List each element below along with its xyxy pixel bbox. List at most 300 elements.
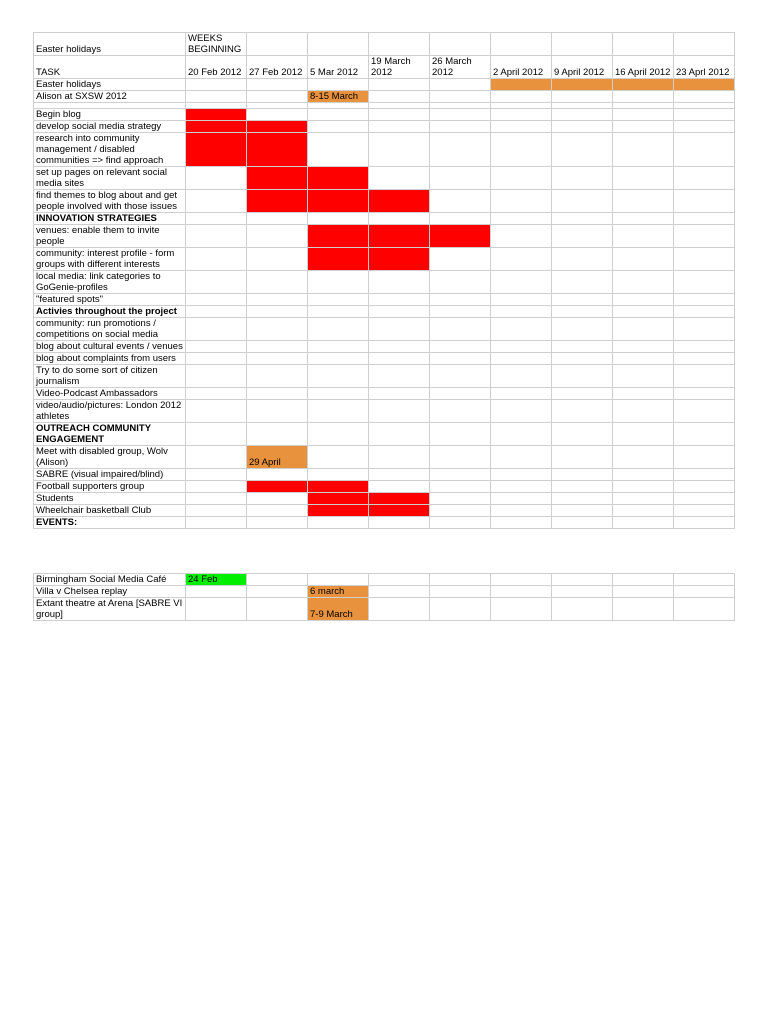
week-cell[interactable] bbox=[430, 248, 491, 271]
task-cell[interactable]: blog about complaints from users bbox=[34, 353, 186, 365]
bar-cell-red[interactable] bbox=[247, 121, 308, 133]
week-cell[interactable] bbox=[247, 248, 308, 271]
task-cell[interactable]: Video-Podcast Ambassadors bbox=[34, 388, 186, 400]
week-cell[interactable] bbox=[674, 353, 735, 365]
week-cell[interactable] bbox=[247, 493, 308, 505]
week-cell[interactable] bbox=[186, 91, 247, 103]
week-cell[interactable] bbox=[491, 121, 552, 133]
week-cell[interactable] bbox=[308, 306, 369, 318]
week-header[interactable]: 26 March 2012 bbox=[430, 56, 491, 79]
week-cell[interactable] bbox=[491, 481, 552, 493]
week-header[interactable]: 27 Feb 2012 bbox=[247, 56, 308, 79]
week-cell[interactable] bbox=[430, 213, 491, 225]
task-cell[interactable]: EVENTS: bbox=[34, 517, 186, 529]
week-cell[interactable] bbox=[613, 574, 674, 586]
week-cell[interactable] bbox=[430, 318, 491, 341]
week-cell[interactable] bbox=[674, 167, 735, 190]
week-cell[interactable] bbox=[186, 598, 247, 621]
bar-cell-red[interactable] bbox=[369, 505, 430, 517]
week-cell[interactable] bbox=[674, 306, 735, 318]
week-cell[interactable] bbox=[613, 306, 674, 318]
week-cell[interactable] bbox=[186, 294, 247, 306]
bar-cell-red[interactable] bbox=[369, 190, 430, 213]
week-cell[interactable] bbox=[369, 517, 430, 529]
week-cell[interactable] bbox=[674, 469, 735, 481]
week-cell[interactable] bbox=[552, 481, 613, 493]
bar-cell-red[interactable] bbox=[308, 505, 369, 517]
task-cell[interactable]: Try to do some sort of citizen journalism bbox=[34, 365, 186, 388]
week-cell[interactable] bbox=[430, 271, 491, 294]
week-cell[interactable] bbox=[186, 446, 247, 469]
week-cell[interactable] bbox=[552, 133, 613, 167]
week-cell[interactable] bbox=[613, 271, 674, 294]
header-weeks-beginning[interactable]: WEEKS BEGINNING bbox=[186, 33, 247, 56]
week-cell[interactable] bbox=[430, 493, 491, 505]
task-cell[interactable]: INNOVATION STRATEGIES bbox=[34, 213, 186, 225]
week-cell[interactable] bbox=[491, 469, 552, 481]
week-cell[interactable] bbox=[247, 79, 308, 91]
week-cell[interactable] bbox=[613, 586, 674, 598]
week-cell[interactable] bbox=[247, 505, 308, 517]
week-cell[interactable] bbox=[186, 213, 247, 225]
task-cell[interactable]: find themes to blog about and get people involved with those issues bbox=[34, 190, 186, 213]
week-cell[interactable] bbox=[491, 248, 552, 271]
week-header[interactable]: 16 April 2012 bbox=[613, 56, 674, 79]
week-cell[interactable] bbox=[369, 400, 430, 423]
week-header[interactable]: 20 Feb 2012 bbox=[186, 56, 247, 79]
week-cell[interactable] bbox=[308, 365, 369, 388]
week-cell[interactable] bbox=[613, 400, 674, 423]
week-cell[interactable] bbox=[552, 517, 613, 529]
week-cell[interactable] bbox=[552, 294, 613, 306]
bar-cell-red[interactable] bbox=[247, 167, 308, 190]
week-cell[interactable] bbox=[430, 505, 491, 517]
week-cell[interactable] bbox=[186, 493, 247, 505]
week-cell[interactable] bbox=[186, 481, 247, 493]
task-cell[interactable]: community: interest profile - form groups with different interests bbox=[34, 248, 186, 271]
header-top-left[interactable]: Easter holidays bbox=[34, 33, 186, 56]
task-cell[interactable]: SABRE (visual impaired/blind) bbox=[34, 469, 186, 481]
task-cell[interactable]: community: run promotions / competitions on social media bbox=[34, 318, 186, 341]
week-cell[interactable] bbox=[491, 446, 552, 469]
week-cell[interactable] bbox=[552, 586, 613, 598]
week-cell[interactable] bbox=[613, 423, 674, 446]
week-cell[interactable] bbox=[552, 388, 613, 400]
week-cell[interactable] bbox=[430, 190, 491, 213]
week-cell[interactable] bbox=[674, 598, 735, 621]
week-cell[interactable] bbox=[552, 167, 613, 190]
week-cell[interactable] bbox=[186, 318, 247, 341]
week-cell[interactable] bbox=[674, 271, 735, 294]
week-cell[interactable] bbox=[552, 121, 613, 133]
week-cell[interactable] bbox=[247, 341, 308, 353]
week-cell[interactable] bbox=[674, 493, 735, 505]
week-cell[interactable] bbox=[430, 446, 491, 469]
week-cell[interactable] bbox=[186, 271, 247, 294]
week-cell[interactable] bbox=[308, 400, 369, 423]
week-cell[interactable] bbox=[674, 91, 735, 103]
week-cell[interactable] bbox=[247, 365, 308, 388]
task-cell[interactable]: "featured spots" bbox=[34, 294, 186, 306]
week-cell[interactable] bbox=[613, 493, 674, 505]
week-cell[interactable] bbox=[430, 79, 491, 91]
bar-cell-red[interactable] bbox=[247, 133, 308, 167]
week-cell[interactable] bbox=[430, 306, 491, 318]
week-cell[interactable] bbox=[308, 341, 369, 353]
task-cell[interactable]: local media: link categories to GoGenie-profiles bbox=[34, 271, 186, 294]
week-header[interactable]: 23 Aprl 2012 bbox=[674, 56, 735, 79]
week-cell[interactable] bbox=[369, 574, 430, 586]
week-cell[interactable] bbox=[369, 121, 430, 133]
bar-cell-orange[interactable]: 6 march bbox=[308, 586, 369, 598]
task-cell[interactable]: OUTREACH COMMUNITY ENGAGEMENT bbox=[34, 423, 186, 446]
week-cell[interactable] bbox=[674, 341, 735, 353]
week-cell[interactable] bbox=[247, 294, 308, 306]
week-cell[interactable] bbox=[613, 505, 674, 517]
week-cell[interactable] bbox=[430, 109, 491, 121]
week-cell[interactable] bbox=[613, 121, 674, 133]
task-cell[interactable]: blog about cultural events / venues bbox=[34, 341, 186, 353]
week-cell[interactable] bbox=[674, 294, 735, 306]
bar-cell-red[interactable] bbox=[308, 248, 369, 271]
week-cell[interactable] bbox=[430, 400, 491, 423]
task-cell[interactable]: venues: enable them to invite people bbox=[34, 225, 186, 248]
week-cell[interactable] bbox=[674, 586, 735, 598]
week-cell[interactable] bbox=[247, 423, 308, 446]
task-cell[interactable]: Students bbox=[34, 493, 186, 505]
week-cell[interactable] bbox=[430, 423, 491, 446]
week-cell[interactable] bbox=[308, 294, 369, 306]
week-cell[interactable] bbox=[613, 469, 674, 481]
week-cell[interactable] bbox=[186, 167, 247, 190]
week-cell[interactable] bbox=[308, 388, 369, 400]
week-cell[interactable] bbox=[308, 318, 369, 341]
week-cell[interactable] bbox=[186, 505, 247, 517]
week-cell[interactable] bbox=[308, 133, 369, 167]
week-cell[interactable] bbox=[186, 353, 247, 365]
week-cell[interactable] bbox=[613, 341, 674, 353]
week-cell[interactable] bbox=[552, 213, 613, 225]
week-cell[interactable] bbox=[613, 365, 674, 388]
week-cell[interactable] bbox=[369, 423, 430, 446]
bar-cell-orange[interactable] bbox=[552, 79, 613, 91]
week-cell[interactable] bbox=[247, 574, 308, 586]
week-cell[interactable] bbox=[613, 213, 674, 225]
week-cell[interactable] bbox=[613, 167, 674, 190]
week-cell[interactable] bbox=[552, 446, 613, 469]
week-cell[interactable] bbox=[186, 400, 247, 423]
header-task[interactable]: TASK bbox=[34, 56, 186, 79]
week-cell[interactable] bbox=[369, 341, 430, 353]
week-cell[interactable] bbox=[674, 109, 735, 121]
week-cell[interactable] bbox=[186, 469, 247, 481]
week-cell[interactable] bbox=[491, 306, 552, 318]
task-cell[interactable]: Alison at SXSW 2012 bbox=[34, 91, 186, 103]
week-cell[interactable] bbox=[430, 167, 491, 190]
week-cell[interactable] bbox=[369, 109, 430, 121]
week-cell[interactable] bbox=[308, 353, 369, 365]
week-cell[interactable] bbox=[613, 91, 674, 103]
week-cell[interactable] bbox=[247, 306, 308, 318]
bar-cell-red[interactable] bbox=[369, 248, 430, 271]
week-cell[interactable] bbox=[674, 318, 735, 341]
week-cell[interactable] bbox=[186, 225, 247, 248]
week-cell[interactable] bbox=[369, 294, 430, 306]
week-cell[interactable] bbox=[247, 225, 308, 248]
week-cell[interactable] bbox=[613, 446, 674, 469]
week-cell[interactable] bbox=[552, 365, 613, 388]
task-cell[interactable]: Birmingham Social Media Café bbox=[34, 574, 186, 586]
week-cell[interactable] bbox=[552, 574, 613, 586]
week-cell[interactable] bbox=[613, 517, 674, 529]
week-cell[interactable] bbox=[308, 423, 369, 446]
week-cell[interactable] bbox=[552, 190, 613, 213]
week-cell[interactable] bbox=[430, 574, 491, 586]
week-cell[interactable] bbox=[552, 400, 613, 423]
bar-cell-orange[interactable]: 7-9 March bbox=[308, 598, 369, 621]
week-cell[interactable] bbox=[491, 294, 552, 306]
week-cell[interactable] bbox=[369, 133, 430, 167]
week-cell[interactable] bbox=[247, 213, 308, 225]
bar-cell-red[interactable] bbox=[186, 109, 247, 121]
bar-cell-red[interactable] bbox=[186, 121, 247, 133]
week-cell[interactable] bbox=[674, 400, 735, 423]
week-cell[interactable] bbox=[369, 167, 430, 190]
week-cell[interactable] bbox=[613, 225, 674, 248]
task-cell[interactable]: develop social media strategy bbox=[34, 121, 186, 133]
week-cell[interactable] bbox=[491, 586, 552, 598]
week-cell[interactable] bbox=[369, 79, 430, 91]
week-cell[interactable] bbox=[613, 248, 674, 271]
week-cell[interactable] bbox=[491, 213, 552, 225]
week-cell[interactable] bbox=[491, 225, 552, 248]
week-cell[interactable] bbox=[491, 190, 552, 213]
week-cell[interactable] bbox=[369, 446, 430, 469]
week-cell[interactable] bbox=[186, 79, 247, 91]
week-cell[interactable] bbox=[491, 388, 552, 400]
bar-cell-red[interactable] bbox=[430, 225, 491, 248]
week-header[interactable]: 9 April 2012 bbox=[552, 56, 613, 79]
week-cell[interactable] bbox=[308, 446, 369, 469]
week-cell[interactable] bbox=[308, 121, 369, 133]
week-cell[interactable] bbox=[186, 388, 247, 400]
week-cell[interactable] bbox=[552, 353, 613, 365]
week-cell[interactable] bbox=[613, 353, 674, 365]
week-cell[interactable] bbox=[552, 109, 613, 121]
week-cell[interactable] bbox=[430, 353, 491, 365]
week-cell[interactable] bbox=[308, 574, 369, 586]
week-cell[interactable] bbox=[430, 133, 491, 167]
week-cell[interactable] bbox=[674, 133, 735, 167]
week-cell[interactable] bbox=[308, 213, 369, 225]
task-cell[interactable]: Activies throughout the project bbox=[34, 306, 186, 318]
week-cell[interactable] bbox=[491, 505, 552, 517]
week-header[interactable]: 2 April 2012 bbox=[491, 56, 552, 79]
week-cell[interactable] bbox=[369, 469, 430, 481]
task-cell[interactable]: video/audio/pictures: London 2012 athletes bbox=[34, 400, 186, 423]
week-cell[interactable] bbox=[369, 318, 430, 341]
week-header[interactable]: 19 March 2012 bbox=[369, 56, 430, 79]
bar-cell-red[interactable] bbox=[308, 481, 369, 493]
week-cell[interactable] bbox=[491, 517, 552, 529]
bar-cell-red[interactable] bbox=[247, 481, 308, 493]
week-cell[interactable] bbox=[491, 353, 552, 365]
week-cell[interactable] bbox=[308, 517, 369, 529]
week-cell[interactable] bbox=[674, 517, 735, 529]
week-cell[interactable] bbox=[552, 598, 613, 621]
week-cell[interactable] bbox=[552, 271, 613, 294]
bar-cell-red[interactable] bbox=[369, 493, 430, 505]
week-cell[interactable] bbox=[613, 481, 674, 493]
week-cell[interactable] bbox=[369, 91, 430, 103]
bar-cell-orange[interactable]: 29 April bbox=[247, 446, 308, 469]
week-cell[interactable] bbox=[491, 91, 552, 103]
week-cell[interactable] bbox=[430, 91, 491, 103]
week-cell[interactable] bbox=[674, 213, 735, 225]
week-cell[interactable] bbox=[674, 423, 735, 446]
week-cell[interactable] bbox=[430, 469, 491, 481]
bar-cell-red[interactable] bbox=[369, 225, 430, 248]
week-cell[interactable] bbox=[247, 598, 308, 621]
task-cell[interactable]: Football supporters group bbox=[34, 481, 186, 493]
week-cell[interactable] bbox=[491, 400, 552, 423]
week-cell[interactable] bbox=[552, 306, 613, 318]
week-cell[interactable] bbox=[247, 91, 308, 103]
bar-cell-orange[interactable] bbox=[674, 79, 735, 91]
week-cell[interactable] bbox=[430, 294, 491, 306]
week-cell[interactable] bbox=[552, 91, 613, 103]
week-cell[interactable] bbox=[613, 190, 674, 213]
week-cell[interactable] bbox=[430, 388, 491, 400]
week-cell[interactable] bbox=[491, 574, 552, 586]
week-cell[interactable] bbox=[247, 400, 308, 423]
week-cell[interactable] bbox=[491, 167, 552, 190]
week-cell[interactable] bbox=[247, 586, 308, 598]
week-header[interactable]: 5 Mar 2012 bbox=[308, 56, 369, 79]
week-cell[interactable] bbox=[491, 598, 552, 621]
task-cell[interactable]: set up pages on relevant social media sites bbox=[34, 167, 186, 190]
week-cell[interactable] bbox=[491, 109, 552, 121]
week-cell[interactable] bbox=[369, 388, 430, 400]
week-cell[interactable] bbox=[369, 213, 430, 225]
week-cell[interactable] bbox=[430, 121, 491, 133]
week-cell[interactable] bbox=[613, 133, 674, 167]
week-cell[interactable] bbox=[308, 271, 369, 294]
week-cell[interactable] bbox=[552, 248, 613, 271]
week-cell[interactable] bbox=[491, 133, 552, 167]
week-cell[interactable] bbox=[552, 493, 613, 505]
week-cell[interactable] bbox=[369, 598, 430, 621]
week-cell[interactable] bbox=[247, 388, 308, 400]
week-cell[interactable] bbox=[186, 423, 247, 446]
week-cell[interactable] bbox=[491, 423, 552, 446]
week-cell[interactable] bbox=[674, 481, 735, 493]
week-cell[interactable] bbox=[613, 318, 674, 341]
task-cell[interactable]: Easter holidays bbox=[34, 79, 186, 91]
week-cell[interactable] bbox=[308, 469, 369, 481]
task-cell[interactable]: Villa v Chelsea replay bbox=[34, 586, 186, 598]
week-cell[interactable] bbox=[552, 225, 613, 248]
week-cell[interactable] bbox=[552, 423, 613, 446]
week-cell[interactable] bbox=[186, 341, 247, 353]
week-cell[interactable] bbox=[186, 306, 247, 318]
task-cell[interactable]: Wheelchair basketball Club bbox=[34, 505, 186, 517]
week-cell[interactable] bbox=[247, 469, 308, 481]
bar-cell-red[interactable] bbox=[186, 133, 247, 167]
week-cell[interactable] bbox=[613, 388, 674, 400]
week-cell[interactable] bbox=[491, 493, 552, 505]
week-cell[interactable] bbox=[491, 341, 552, 353]
week-cell[interactable] bbox=[430, 517, 491, 529]
bar-cell-red[interactable] bbox=[308, 190, 369, 213]
week-cell[interactable] bbox=[247, 517, 308, 529]
week-cell[interactable] bbox=[674, 190, 735, 213]
bar-cell-orange[interactable]: 8-15 March bbox=[308, 91, 369, 103]
week-cell[interactable] bbox=[552, 341, 613, 353]
week-cell[interactable] bbox=[247, 271, 308, 294]
week-cell[interactable] bbox=[430, 341, 491, 353]
task-cell[interactable]: Meet with disabled group, Wolv (Alison) bbox=[34, 446, 186, 469]
week-cell[interactable] bbox=[247, 109, 308, 121]
week-cell[interactable] bbox=[674, 121, 735, 133]
week-cell[interactable] bbox=[369, 353, 430, 365]
task-cell[interactable]: research into community management / disabled communities => find approach bbox=[34, 133, 186, 167]
week-cell[interactable] bbox=[674, 365, 735, 388]
bar-cell-orange[interactable] bbox=[491, 79, 552, 91]
bar-cell-red[interactable] bbox=[308, 493, 369, 505]
week-cell[interactable] bbox=[674, 446, 735, 469]
week-cell[interactable] bbox=[308, 79, 369, 91]
week-cell[interactable] bbox=[613, 109, 674, 121]
week-cell[interactable] bbox=[186, 248, 247, 271]
week-cell[interactable] bbox=[186, 517, 247, 529]
week-cell[interactable] bbox=[491, 271, 552, 294]
week-cell[interactable] bbox=[308, 109, 369, 121]
week-cell[interactable] bbox=[369, 365, 430, 388]
bar-cell-green[interactable]: 24 Feb bbox=[186, 574, 247, 586]
task-cell[interactable]: Extant theatre at Arena [SABRE VI group] bbox=[34, 598, 186, 621]
week-cell[interactable] bbox=[186, 190, 247, 213]
week-cell[interactable] bbox=[247, 353, 308, 365]
week-cell[interactable] bbox=[552, 318, 613, 341]
week-cell[interactable] bbox=[613, 598, 674, 621]
week-cell[interactable] bbox=[613, 294, 674, 306]
bar-cell-red[interactable] bbox=[308, 167, 369, 190]
week-cell[interactable] bbox=[674, 574, 735, 586]
week-cell[interactable] bbox=[674, 505, 735, 517]
week-cell[interactable] bbox=[430, 481, 491, 493]
week-cell[interactable] bbox=[674, 225, 735, 248]
bar-cell-red[interactable] bbox=[247, 190, 308, 213]
week-cell[interactable] bbox=[186, 586, 247, 598]
week-cell[interactable] bbox=[369, 586, 430, 598]
week-cell[interactable] bbox=[491, 318, 552, 341]
bar-cell-red[interactable] bbox=[308, 225, 369, 248]
task-cell[interactable]: Begin blog bbox=[34, 109, 186, 121]
week-cell[interactable] bbox=[552, 469, 613, 481]
week-cell[interactable] bbox=[430, 598, 491, 621]
week-cell[interactable] bbox=[674, 248, 735, 271]
week-cell[interactable] bbox=[369, 481, 430, 493]
week-cell[interactable] bbox=[491, 365, 552, 388]
week-cell[interactable] bbox=[552, 505, 613, 517]
bar-cell-orange[interactable] bbox=[613, 79, 674, 91]
week-cell[interactable] bbox=[674, 388, 735, 400]
week-cell[interactable] bbox=[247, 318, 308, 341]
week-cell[interactable] bbox=[369, 306, 430, 318]
week-cell[interactable] bbox=[430, 365, 491, 388]
week-cell[interactable] bbox=[186, 365, 247, 388]
